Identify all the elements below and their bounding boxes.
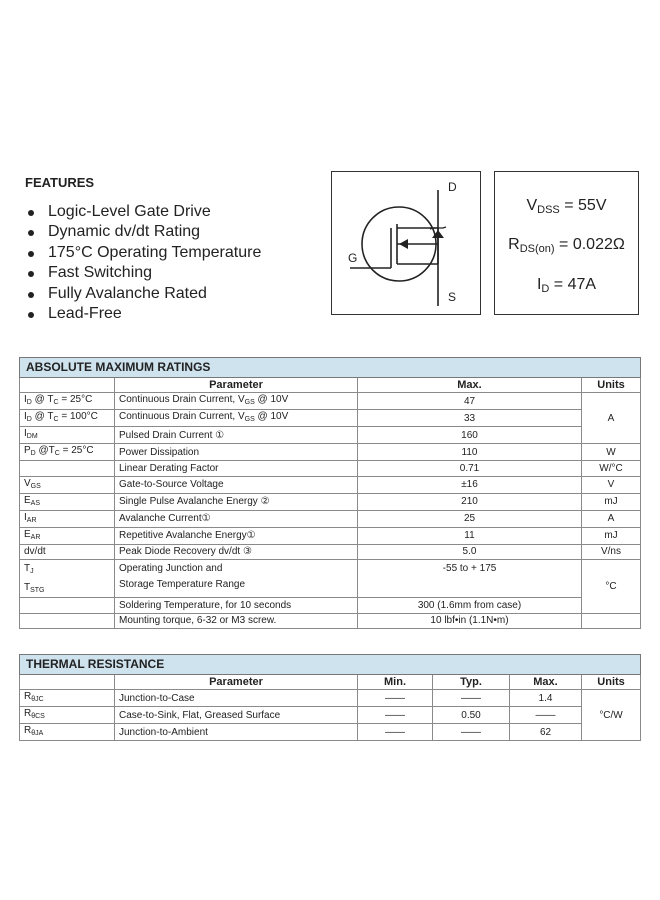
table-row: $P_D$ $@T_C = 25^\circ C$ Power Dissipation 110 W (20, 444, 641, 461)
absolute-maximum-ratings-table: ABSOLUTE MAXIMUM RATINGS Parameter Max. Units $I_D$ @ $T_C = 25^\circ C$ Continuous Drain Current, $V_{GS}$ @ 10V 47 A $I_D$ @ $T_C = 100^\circ C$ Continuous Drain Current, $V_{GS}$ @ 10V 33 $I_{DM}$ Pulsed Drain Current ① 160 $P_D$ $@T_C = 25^\circ C$ Power Dissipation 110 W Linear Derating Factor 0.71 W/°C $V_{GS}$ Gate-to-Source Voltage ±16 V $E_{AS}$ Single Pulse Avalanche Energy ② 210 mJ $I_{AR}$ Avalanche Current① 25 A $E_{AR}$ Repetitive Avalanche Energy① 11 mJ dv/dt Peak Diode Recovery dv/dt ③ 5.0 V/ns $T_J$ $T_{STG}$ Operating Junction and Storage Temperature Range -55 to + 175 °C Soldering Temperature, for 10 seconds 300 (1.6mm from case) Mounting torque, 6-32 or M3 screw. 10 lbf•in (1.1N•m) (19, 357, 641, 629)
thermal-title: THERMAL RESISTANCE (20, 655, 641, 675)
table-row: Soldering Temperature, for 10 seconds 300 (1.6mm from case) (20, 598, 641, 614)
gate-label: G (348, 251, 358, 265)
thermal-header-typ: Typ. (433, 675, 510, 690)
spec-id: $I_D = 47A$ (536, 276, 597, 295)
thermal-unit: °C/W (582, 690, 641, 741)
table-row: $V_{GS}$ Gate-to-Source Voltage ±16 V (20, 476, 641, 493)
feature-item: 175°C Operating Temperature (26, 243, 261, 263)
feature-item: Logic-Level Gate Drive (26, 202, 261, 222)
abs-header-parameter: Parameter (115, 378, 358, 393)
table-row: $R_{\theta CS}$ Case-to-Sink, Flat, Greased Surface —— 0.50 —— (20, 707, 641, 724)
table-row: Linear Derating Factor 0.71 W/°C (20, 461, 641, 477)
thermal-header-parameter: Parameter (115, 675, 358, 690)
table-row: $E_{AS}$ Single Pulse Avalanche Energy ② 210 mJ (20, 493, 641, 510)
thermal-header-row (20, 675, 641, 690)
table-row: Mounting torque, 6-32 or M3 screw. 10 lbf•in (1.1N•m) (20, 613, 641, 629)
thermal-resistance-table (19, 654, 641, 741)
table-row: $R_{\theta JC}$ Junction-to-Case —— —— 1.4 °C/W (20, 690, 641, 707)
unit-celsius: °C (582, 560, 641, 614)
spec-vdss: $V_{DSS} = 55V$ (526, 197, 607, 216)
table-row: $I_{DM}$ Pulsed Drain Current ① 160 (20, 427, 641, 444)
features-title: FEATURES (25, 175, 95, 190)
feature-item: Fully Avalanche Rated (26, 284, 261, 304)
table-row: dv/dt Peak Diode Recovery dv/dt ③ 5.0 V/ns (20, 544, 641, 560)
features-list (26, 202, 261, 324)
mosfet-symbol-box (331, 171, 481, 315)
feature-item: Fast Switching (26, 263, 261, 283)
abs-header-max: Max. (358, 378, 582, 393)
thermal-header-min: Min. (358, 675, 433, 690)
table-row: $I_D$ @ $T_C = 25^\circ C$ Continuous Drain Current, $V_{GS}$ @ 10V 47 A (20, 393, 641, 410)
table-row: $E_{AR}$ Repetitive Avalanche Energy① 11 mJ (20, 527, 641, 544)
abs-title: ABSOLUTE MAXIMUM RATINGS (20, 358, 641, 378)
abs-header-row (20, 378, 641, 393)
feature-item: Lead-Free (26, 304, 261, 324)
key-specs-box (494, 171, 639, 315)
table-row: $I_D$ @ $T_C = 100^\circ C$ Continuous Drain Current, $V_{GS}$ @ 10V 33 (20, 410, 641, 427)
thermal-header-max: Max. (510, 675, 582, 690)
source-label: S (448, 290, 457, 304)
unit-a: A (582, 393, 641, 444)
table-row: $I_{AR}$ Avalanche Current① 25 A (20, 510, 641, 527)
table-row: $R_{\theta JA}$ Junction-to-Ambient —— —— 62 (20, 724, 641, 741)
thermal-header-units: Units (582, 675, 641, 690)
feature-item: Dynamic dv/dt Rating (26, 222, 261, 242)
abs-header-units: Units (582, 378, 641, 393)
drain-label: D (448, 180, 457, 194)
mosfet-symbol-icon (332, 172, 482, 316)
spec-rds-on: $R_{DS(on)} = 0.022\Omega$ (508, 236, 625, 255)
